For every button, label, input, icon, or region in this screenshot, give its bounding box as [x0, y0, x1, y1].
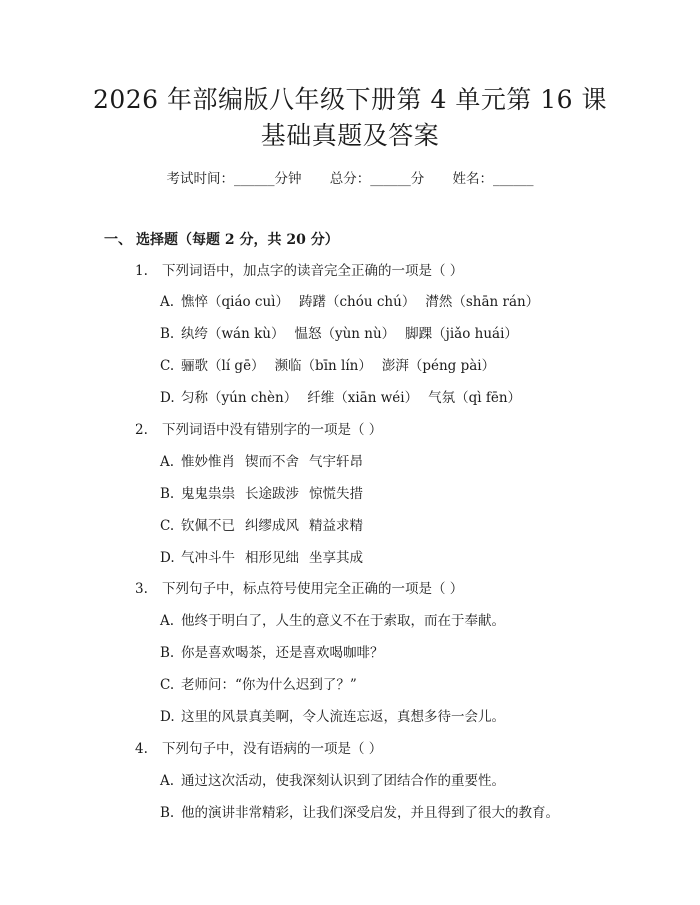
option-text: 通过这次活动，使我深刻认识到了团结合作的重要性。 [181, 773, 505, 789]
option [160, 293, 549, 311]
question-text: 下列词语中，加点字的读音完全正确的一项是（ ） [162, 263, 464, 279]
option-text: 这里的风景真美啊，令人流连忘返，真想多待一会儿。 [181, 709, 505, 725]
page-title-line2: 基础真题及答案 [260, 121, 440, 150]
question-number: 2. [135, 422, 148, 438]
option-label: C. [160, 358, 175, 374]
option [160, 804, 559, 822]
exam-info-row [0, 170, 700, 188]
option-word: 纠缪成风 [245, 518, 299, 534]
section-number: 一、 [104, 232, 132, 248]
option [160, 325, 528, 343]
option-label: C. [160, 677, 175, 693]
option-label: B. [160, 486, 175, 502]
option-label: B. [160, 326, 175, 342]
question-number: 4. [135, 741, 148, 757]
option-word: 惊慌失措 [309, 486, 363, 502]
option-text: 他的演讲非常精彩，让我们深受启发，并且得到了很大的教育。 [181, 805, 559, 821]
option [160, 676, 357, 694]
option-word: 濒临（bīn lín） [274, 358, 372, 374]
option-label: C. [160, 518, 175, 534]
option-word: 长途跋涉 [245, 486, 299, 502]
option-word: 气宇轩昂 [309, 454, 363, 470]
option-word: 相形见绌 [245, 550, 299, 566]
option-word: 鬼鬼祟祟 [181, 486, 235, 502]
question-number: 3. [135, 581, 148, 597]
option-word: 骊歌（lí gē） [181, 358, 265, 374]
option [160, 453, 373, 471]
option [160, 485, 373, 503]
total-score-field: 总分：______分 [329, 171, 425, 187]
question [135, 421, 382, 439]
option-word: 气氛（qì fēn） [428, 390, 522, 406]
section-heading [104, 231, 339, 249]
option [160, 389, 531, 407]
question [135, 580, 463, 598]
option-word: 纨绔（wán kù） [181, 326, 285, 342]
option [160, 708, 505, 726]
option-word: 气冲斗牛 [181, 550, 235, 566]
section-title: 选择题（每题 2 分，共 20 分） [136, 232, 339, 248]
option [160, 644, 384, 662]
option [160, 612, 505, 630]
option-word: 纤维（xiān wéi） [307, 390, 419, 406]
option-word: 锲而不舍 [245, 454, 299, 470]
option-word: 匀称（yún chèn） [181, 390, 298, 406]
question-number: 1. [135, 263, 148, 279]
option-label: A. [160, 454, 175, 470]
option-word: 钦佩不已 [181, 518, 235, 534]
option-word: 坐享其成 [309, 550, 363, 566]
option [160, 772, 505, 790]
option-label: B. [160, 805, 175, 821]
question-text: 下列句子中，标点符号使用完全正确的一项是（ ） [162, 581, 464, 597]
option-word: 憔悴（qiáo cuì） [181, 294, 289, 310]
option-label: D. [160, 709, 175, 725]
option-word: 精益求精 [309, 518, 363, 534]
option-text: 老师问：“你为什么迟到了？” [181, 677, 357, 693]
question [135, 262, 463, 280]
option-label: A. [160, 773, 175, 789]
option-label: A. [160, 294, 175, 310]
option [160, 549, 373, 567]
option-text: 他终于明白了，人生的意义不在于索取，而在于奉献。 [181, 613, 505, 629]
exam-time-field: 考试时间：______分钟 [166, 171, 302, 187]
student-name-field: 姓名：______ [452, 171, 534, 187]
option-label: D. [160, 550, 175, 566]
question-text: 下列词语中没有错别字的一项是（ ） [162, 422, 383, 438]
option-label: B. [160, 645, 175, 661]
option-word: 惟妙惟肖 [181, 454, 235, 470]
option-label: A. [160, 613, 175, 629]
question-text: 下列句子中，没有语病的一项是（ ） [162, 741, 383, 757]
page-title-line1: 2026 年部编版八年级下册第 4 单元第 16 课 [92, 85, 608, 114]
question [135, 740, 382, 758]
option [160, 517, 373, 535]
option-word: 澎湃（péng pài） [381, 358, 496, 374]
option [160, 357, 505, 375]
option-text: 你是喜欢喝茶，还是喜欢喝咖啡？ [181, 645, 384, 661]
option-word: 踌躇（chóu chú） [299, 294, 416, 310]
option-word: 愠怒（yùn nù） [294, 326, 396, 342]
option-word: 潸然（shān rán） [425, 294, 540, 310]
option-label: D. [160, 390, 175, 406]
option-word: 脚踝（jiǎo huái） [405, 326, 518, 342]
